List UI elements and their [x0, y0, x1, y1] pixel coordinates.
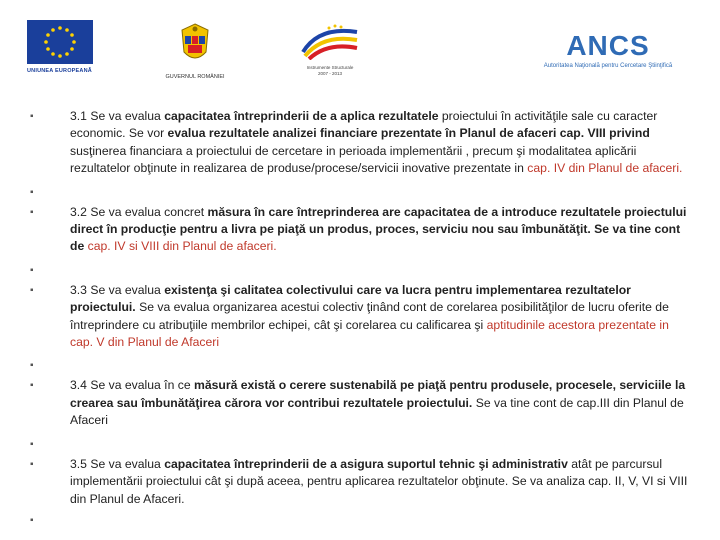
spacer-row [30, 178, 692, 204]
eu-logo [27, 20, 97, 74]
ancs-caption: Autoritatea Naţională pentru Cercetare Ştiinţifică [543, 63, 673, 69]
structural-instruments-logo [290, 22, 370, 77]
bullet: ▪ [30, 284, 34, 296]
list-item-text: 3.2 Se va evalua concret măsura în care întreprinderea are capacitatea de a introduce rezultatele proiectului direct în producţie pentru a livra pe piaţă un produs, proces, serviciu nou sau îmbunătăţit. Se va tine cont de cap. IV si VIII din Planul de afaceri. [70, 204, 687, 254]
spacer-row [30, 508, 692, 526]
spacer-row [30, 256, 692, 282]
gov-caption: GUVERNUL ROMÂNIEI [165, 74, 225, 80]
bullet: ▪ [30, 264, 34, 276]
ancs-wordmark: ANCS [566, 30, 650, 61]
inst-caption-1: Instrumente Structurale [306, 65, 354, 70]
list-item-text: 3.1 Se va evalua capacitatea întreprinderii de a aplica rezultatele proiectului în activităţile sale cu caracter economic. Se vor evalua rezultatele analizei financiare prezentate în Planul de afaceri cap. VIII privind susţinerea financiara a proiectului de cercetare in perioada implementării , precum şi modalitatea aplicării rezultatelor obţinute in realizarea de produse/procese/servicii inovative prezentate in cap. IV din Planul de afaceri. [70, 109, 683, 176]
bullet: ▪ [30, 360, 34, 372]
structural-instruments-icon [299, 22, 361, 60]
list-item-3-4 [30, 377, 692, 429]
bullet: ▪ [30, 438, 34, 450]
spacer-row [30, 430, 692, 456]
bullet: ▪ [30, 514, 34, 526]
romania-coat-of-arms-icon [178, 22, 212, 66]
list-item-text: 3.5 Se va evalua capacitatea întreprinderii de a asigura suportul tehnic şi administrativ atât pe parcursul implementării proiectului cât şi după aceea, pentru aplicarea rezultatelor obţinute. Se va analiza cap. II, V, VI si VIII din Planul de Afaceri. [70, 456, 688, 506]
list-item-3-2 [30, 204, 692, 256]
government-logo [160, 22, 230, 80]
eu-caption: UNIUNEA EUROPEANĂ [27, 68, 92, 74]
spacer-row [30, 351, 692, 377]
logo-bar [0, 0, 720, 90]
list-item-text: 3.4 Se va evalua în ce măsură există o cerere sustenabilă pe piaţă pentru produsele, procesele, serviciile la crearea sau îmbunătăţirea cărora vor contribui rezultatele proiectului. Se va tine cont de cap.III din Planul de Afaceri [70, 378, 686, 428]
inst-caption-2: 2007 - 2013 [317, 71, 343, 76]
ancs-logo [528, 30, 688, 69]
bullet: ▪ [30, 186, 34, 198]
evaluation-criteria-list [30, 108, 692, 526]
bullet: ▪ [30, 458, 34, 470]
list-item-text: 3.3 Se va evalua existenţa şi calitatea colectivului care va lucra pentru implementarea rezultatelor proiectului. Se va evalua organizarea acestui colectiv ţinând cont de corelarea posibilităţilor de lucru oferite de întreprindere cu atribuţiile membrilor echipei, cât şi corelarea cu calificarea şi aptitudinile acestora prezentate in cap. V din Planul de Afaceri [70, 282, 669, 350]
bullet: ▪ [30, 206, 34, 218]
eu-flag-icon [27, 20, 93, 64]
list-item-3-3 [30, 282, 692, 352]
bullet: ▪ [30, 111, 34, 122]
list-item-3-5 [30, 456, 692, 508]
list-item-3-1 [30, 108, 692, 178]
bullet: ▪ [30, 380, 34, 392]
